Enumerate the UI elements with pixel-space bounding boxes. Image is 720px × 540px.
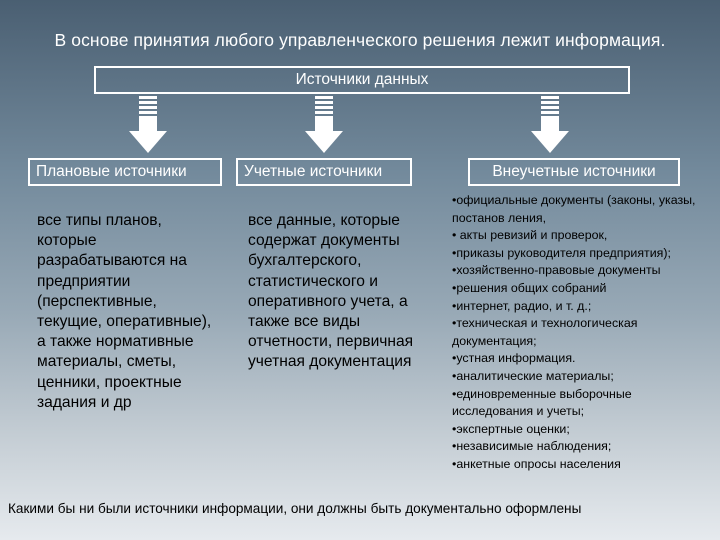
down-arrow-icon: [530, 96, 570, 154]
down-arrow-icon: [128, 96, 168, 154]
non-accounting-sources-box: [468, 158, 680, 186]
accounting-sources-label: Учетные источники: [244, 163, 383, 180]
non-accounting-sources-label: Внеучетные источники: [492, 163, 656, 180]
footer-note: Какими бы ни были источники информации, они должны быть документально оформлены: [8, 501, 582, 516]
data-sources-box: [94, 66, 630, 94]
list-item: •техническая и технологическая документация;: [452, 316, 638, 348]
list-item: •хозяйственно-правовые документы: [452, 263, 661, 278]
list-item: •решения общих собраний: [452, 280, 607, 295]
down-arrow-icon: [304, 96, 344, 154]
planned-sources-description: все типы планов, которые разрабатываются на предприятии (перспективные, текущие, оперативные), а также нормативные материалы, сметы, ценники, проектные задания и др: [37, 212, 212, 411]
slide-title: В основе принятия любого управленческого решения лежит информация.: [54, 30, 666, 50]
list-item: •официальные документы (законы, указы, постанов ления,: [452, 193, 696, 225]
planned-sources-box: [28, 158, 222, 186]
list-item: •приказы руководителя предприятия);: [452, 245, 671, 260]
list-item: •устная информация.: [452, 351, 576, 366]
list-item: •единовременные выборочные исследования и учеты;: [452, 386, 632, 419]
list-item: •экспертные оценки;: [452, 421, 570, 436]
planned-sources-label: Плановые источники: [36, 163, 187, 180]
list-item: • акты ревизий и проверок,: [452, 228, 608, 243]
list-item: •интернет, радио, и т. д.;: [452, 298, 592, 313]
non-accounting-sources-list: [452, 192, 716, 474]
list-item: •независимые наблюдения;: [452, 439, 612, 454]
accounting-sources-box: [236, 158, 412, 186]
list-item: •аналитические материалы;: [452, 368, 614, 383]
data-sources-label: Источники данных: [295, 71, 429, 88]
list-item: •анкетные опросы населения: [452, 456, 621, 471]
accounting-sources-description: все данные, которые содержат документы бухгалтерского, статистического и оперативного учета, а также все виды отчетности, первичная учетная документация: [248, 212, 414, 371]
